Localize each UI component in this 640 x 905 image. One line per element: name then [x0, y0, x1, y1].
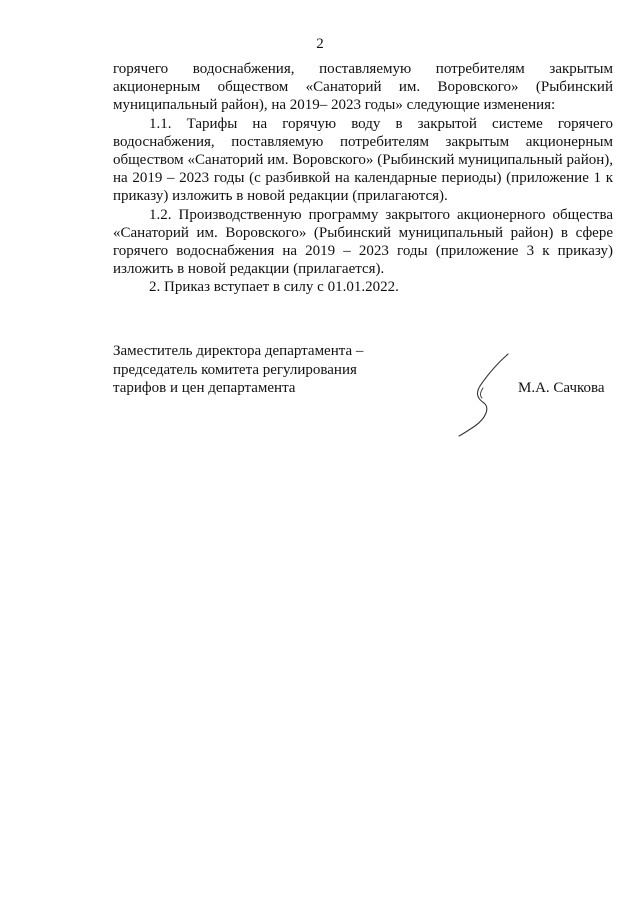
handwritten-signature-icon: [455, 348, 515, 438]
signature-block: [113, 342, 613, 432]
signer-title-line: Заместитель директора департамента –: [113, 343, 364, 359]
paragraph-item-1-1: 1.1. Тарифы на горячую воду в закрытой системе горячего водоснабжения, поставляемую потребителям закрытым акционерным обществом «Санаторий им. Воровского» (Рыбинский муниципальный район), на 2019 – 2023 годы (с разбивкой на календарные периоды) (приложение 1 к приказу) изложить в новой редакции (прилагаются).: [113, 115, 613, 205]
document-body: [113, 60, 613, 297]
signer-title: [113, 342, 413, 398]
paragraph-item-2: 2. Приказ вступает в силу с 01.01.2022.: [149, 279, 399, 296]
paragraph-item-1-2: 1.2. Производственную программу закрытого акционерного общества «Санаторий им. Воровского» (Рыбинский муниципальный район) в сфере горячего водоснабжения на 2019 – 2023 годы (приложение 3 к приказу) изложить в новой редакции (прилагается).: [113, 206, 613, 278]
signer-name: М.А. Сачкова: [518, 380, 605, 396]
paragraph-continuation: горячего водоснабжения, поставляемую потребителям закрытым акционерным обществом «Санаторий им. Воровского» (Рыбинский муниципальный район), на 2019– 2023 годы» следующие изменения:: [113, 61, 613, 114]
signer-title-line: тарифов и цен департамента: [113, 380, 296, 397]
page-number: 2: [316, 36, 324, 52]
signer-title-line: председатель комитета регулирования: [113, 361, 357, 378]
